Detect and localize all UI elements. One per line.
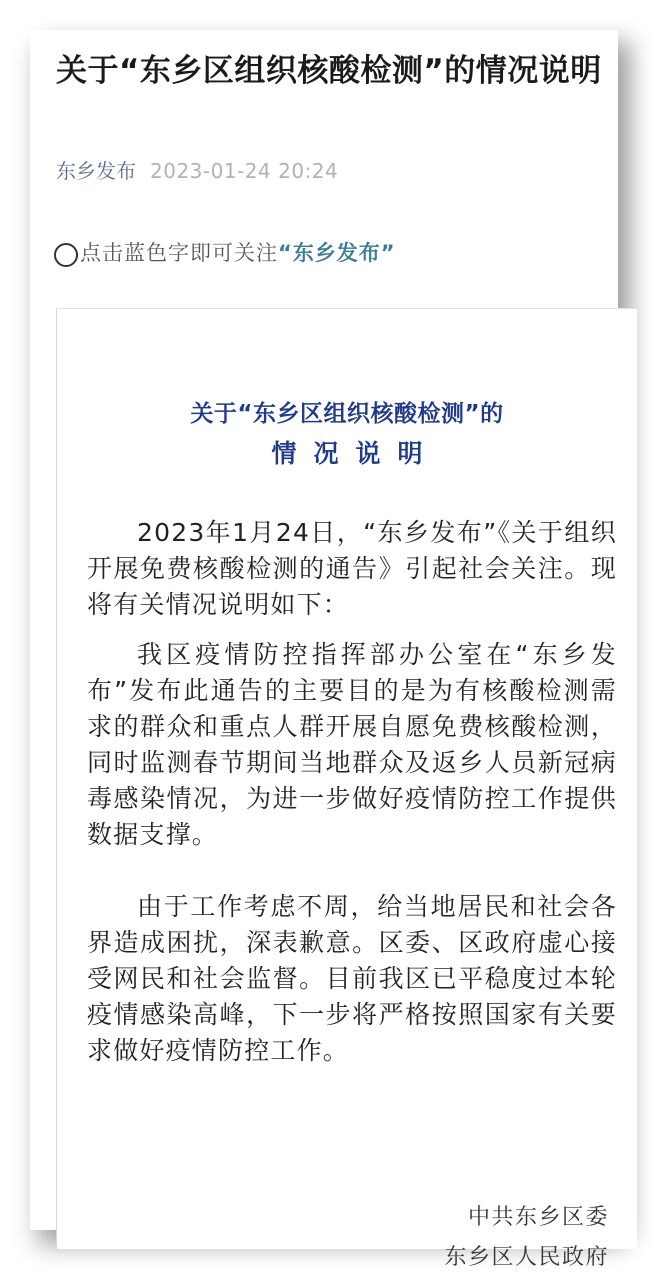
signature-party-committee: 中共东乡区委 [467, 1205, 609, 1230]
follow-prompt-text: 点击蓝色字即可关注 [80, 241, 278, 265]
document-image [56, 308, 637, 1270]
article-title: 关于“东乡区组织核酸检测”的情况说明 [56, 53, 602, 89]
article-card [30, 30, 618, 1270]
article-header [30, 30, 618, 308]
follow-prompt [54, 238, 396, 268]
account-name-link[interactable]: 东乡发布 [56, 159, 136, 183]
document-title-line1: 关于“东乡区组织核酸检测”的 [190, 401, 504, 427]
document-paragraph: 我区疫情防控指挥部办公室在“东乡发布”发布此通告的主要目的是为有核酸检测需求的群众和重点人群开展自愿免费核酸检测，同时监测春节期间当地群众及返乡人员新冠病毒感染情况，为进一步做好疫情防控工作提供数据支撑。 [87, 640, 617, 849]
circle-icon [54, 243, 78, 267]
document-title-line2: 情况说明 [271, 439, 440, 468]
follow-account-link[interactable]: “东乡发布” [278, 241, 396, 265]
article-meta [56, 156, 338, 186]
signature-government: 东乡区人民政府 [444, 1245, 609, 1270]
document-paragraph: 2023年1月24日，“东乡发布”《关于组织开展免费核酸检测的通告》引起社会关注。现将有关情况说明如下： [87, 518, 617, 619]
publish-time: 2023-01-24 20:24 [150, 159, 339, 183]
document-paragraph: 由于工作考虑不周，给当地居民和社会各界造成困扰，深表歉意。区委、区政府虚心接受网民和社会监督。目前我区已平稳度过本轮疫情感染高峰，下一步将严格按照国家有关要求做好疫情防控工作。 [87, 892, 617, 1065]
